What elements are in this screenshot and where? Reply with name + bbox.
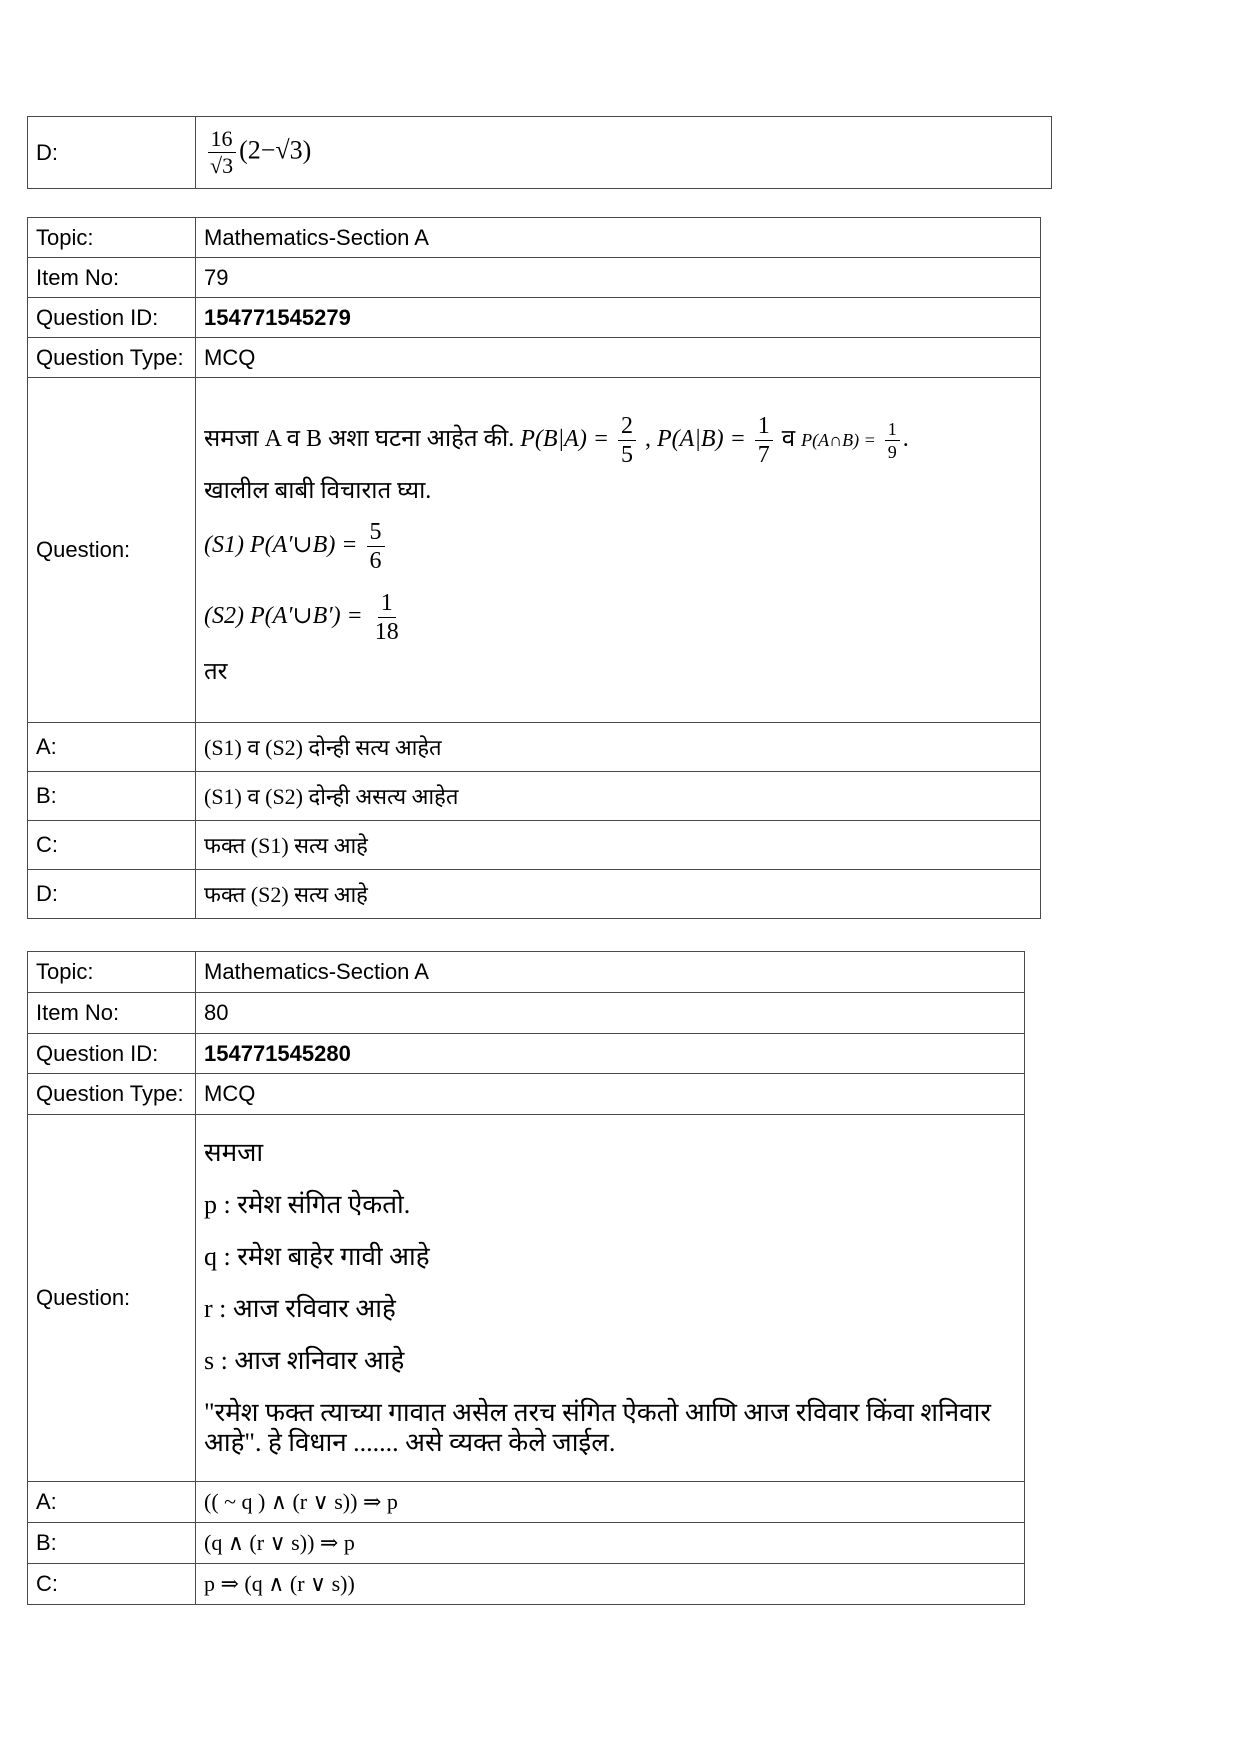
option-label-b: B: <box>28 772 196 821</box>
question-79-table <box>27 217 1041 919</box>
option-label-b: B: <box>28 1523 196 1564</box>
question-80-table <box>27 951 1025 1605</box>
option-b-text: (q ∧ (r ∨ s)) ⇒ p <box>196 1523 1025 1564</box>
option-label-d: D: <box>28 117 196 189</box>
topic-label: Topic: <box>28 952 196 993</box>
question-type-label: Question Type: <box>28 1074 196 1115</box>
option-c-text: p ⇒ (q ∧ (r ∨ s)) <box>196 1564 1025 1605</box>
topic-label: Topic: <box>28 218 196 258</box>
proposition-p: p : रमेश संगित ऐकतो. <box>204 1190 411 1220</box>
fraction: $\frac{1}{7}$ <box>755 414 773 467</box>
question-type-value: MCQ <box>196 338 1041 378</box>
question-line-events: समजा A व B अशा घटना आहेत की. P(B|A) = $\frac{2}{5}$ , P(A|B) = $\frac{1}{7}$ व P(A∩B) = $\frac{1}{9}$ . <box>204 412 909 468</box>
option-d-expression <box>196 117 1052 189</box>
option-c-text: फक्त (S1) सत्य आहे <box>196 821 1041 870</box>
question-type-value: MCQ <box>196 1074 1025 1115</box>
statement-line-2: आहे". हे विधान ....... असे व्यक्त केले जाईल. <box>204 1427 616 1457</box>
question-label: Question: <box>28 378 196 723</box>
statement-line-1: "रमेश फक्त त्याच्या गावात असेल तरच संगित ऐकतो आणि आज रविवार किंवा शनिवार <box>204 1397 991 1427</box>
question-body <box>196 1115 1025 1482</box>
option-a-text: (( ~ q ) ∧ (r ∨ s)) ⇒ p <box>196 1482 1025 1523</box>
question-id-label: Question ID: <box>28 298 196 338</box>
question-label: Question: <box>28 1115 196 1482</box>
statement-s2: (S2) P(A′∪B′) = $\frac{1}{18}$ <box>204 591 1032 644</box>
statement-s1: (S1) P(A′∪B) = $\frac{5}{6}$ <box>204 520 1032 573</box>
expression: (2−√3) <box>239 135 312 165</box>
option-label-a: A: <box>28 1482 196 1523</box>
item-no-value: 79 <box>196 258 1041 298</box>
fraction: $\frac{2}{5}$ <box>618 414 636 467</box>
option-label-d: D: <box>28 870 196 919</box>
item-no-label: Item No: <box>28 258 196 298</box>
fraction: $\frac{1}{18}$ <box>374 589 399 645</box>
option-d-text: फक्त (S2) सत्य आहे <box>196 870 1041 919</box>
topic-value: Mathematics-Section A <box>196 218 1041 258</box>
question-line-consider: खालील बाबी विचारात घ्या. <box>204 477 432 504</box>
question-type-label: Question Type: <box>28 338 196 378</box>
option-b-text: (S1) व (S2) दोन्ही असत्य आहेत <box>196 772 1041 821</box>
fraction: $\frac{16}{√3}$ <box>207 128 236 177</box>
question-body <box>196 378 1041 723</box>
question-id-value: 154771545280 <box>196 1034 1025 1074</box>
proposition-r: r : आज रविवार आहे <box>204 1294 396 1324</box>
option-label-c: C: <box>28 821 196 870</box>
question-line-intro: समजा <box>204 1138 264 1168</box>
fraction: $\frac{1}{9}$ <box>885 420 900 461</box>
question-tail: तर <box>204 658 228 685</box>
item-no-value: 80 <box>196 993 1025 1034</box>
prev-question-table <box>27 116 1052 189</box>
option-label-a: A: <box>28 723 196 772</box>
proposition-s: s : आज शनिवार आहे <box>204 1345 405 1375</box>
fraction: $\frac{5}{6}$ <box>367 520 385 573</box>
topic-value: Mathematics-Section A <box>196 952 1025 993</box>
question-id-label: Question ID: <box>28 1034 196 1074</box>
question-id-value: 154771545279 <box>196 298 1041 338</box>
option-a-text: (S1) व (S2) दोन्ही सत्य आहेत <box>196 723 1041 772</box>
option-label-c: C: <box>28 1564 196 1605</box>
proposition-q: q : रमेश बाहेर गावी आहे <box>204 1242 430 1272</box>
item-no-label: Item No: <box>28 993 196 1034</box>
